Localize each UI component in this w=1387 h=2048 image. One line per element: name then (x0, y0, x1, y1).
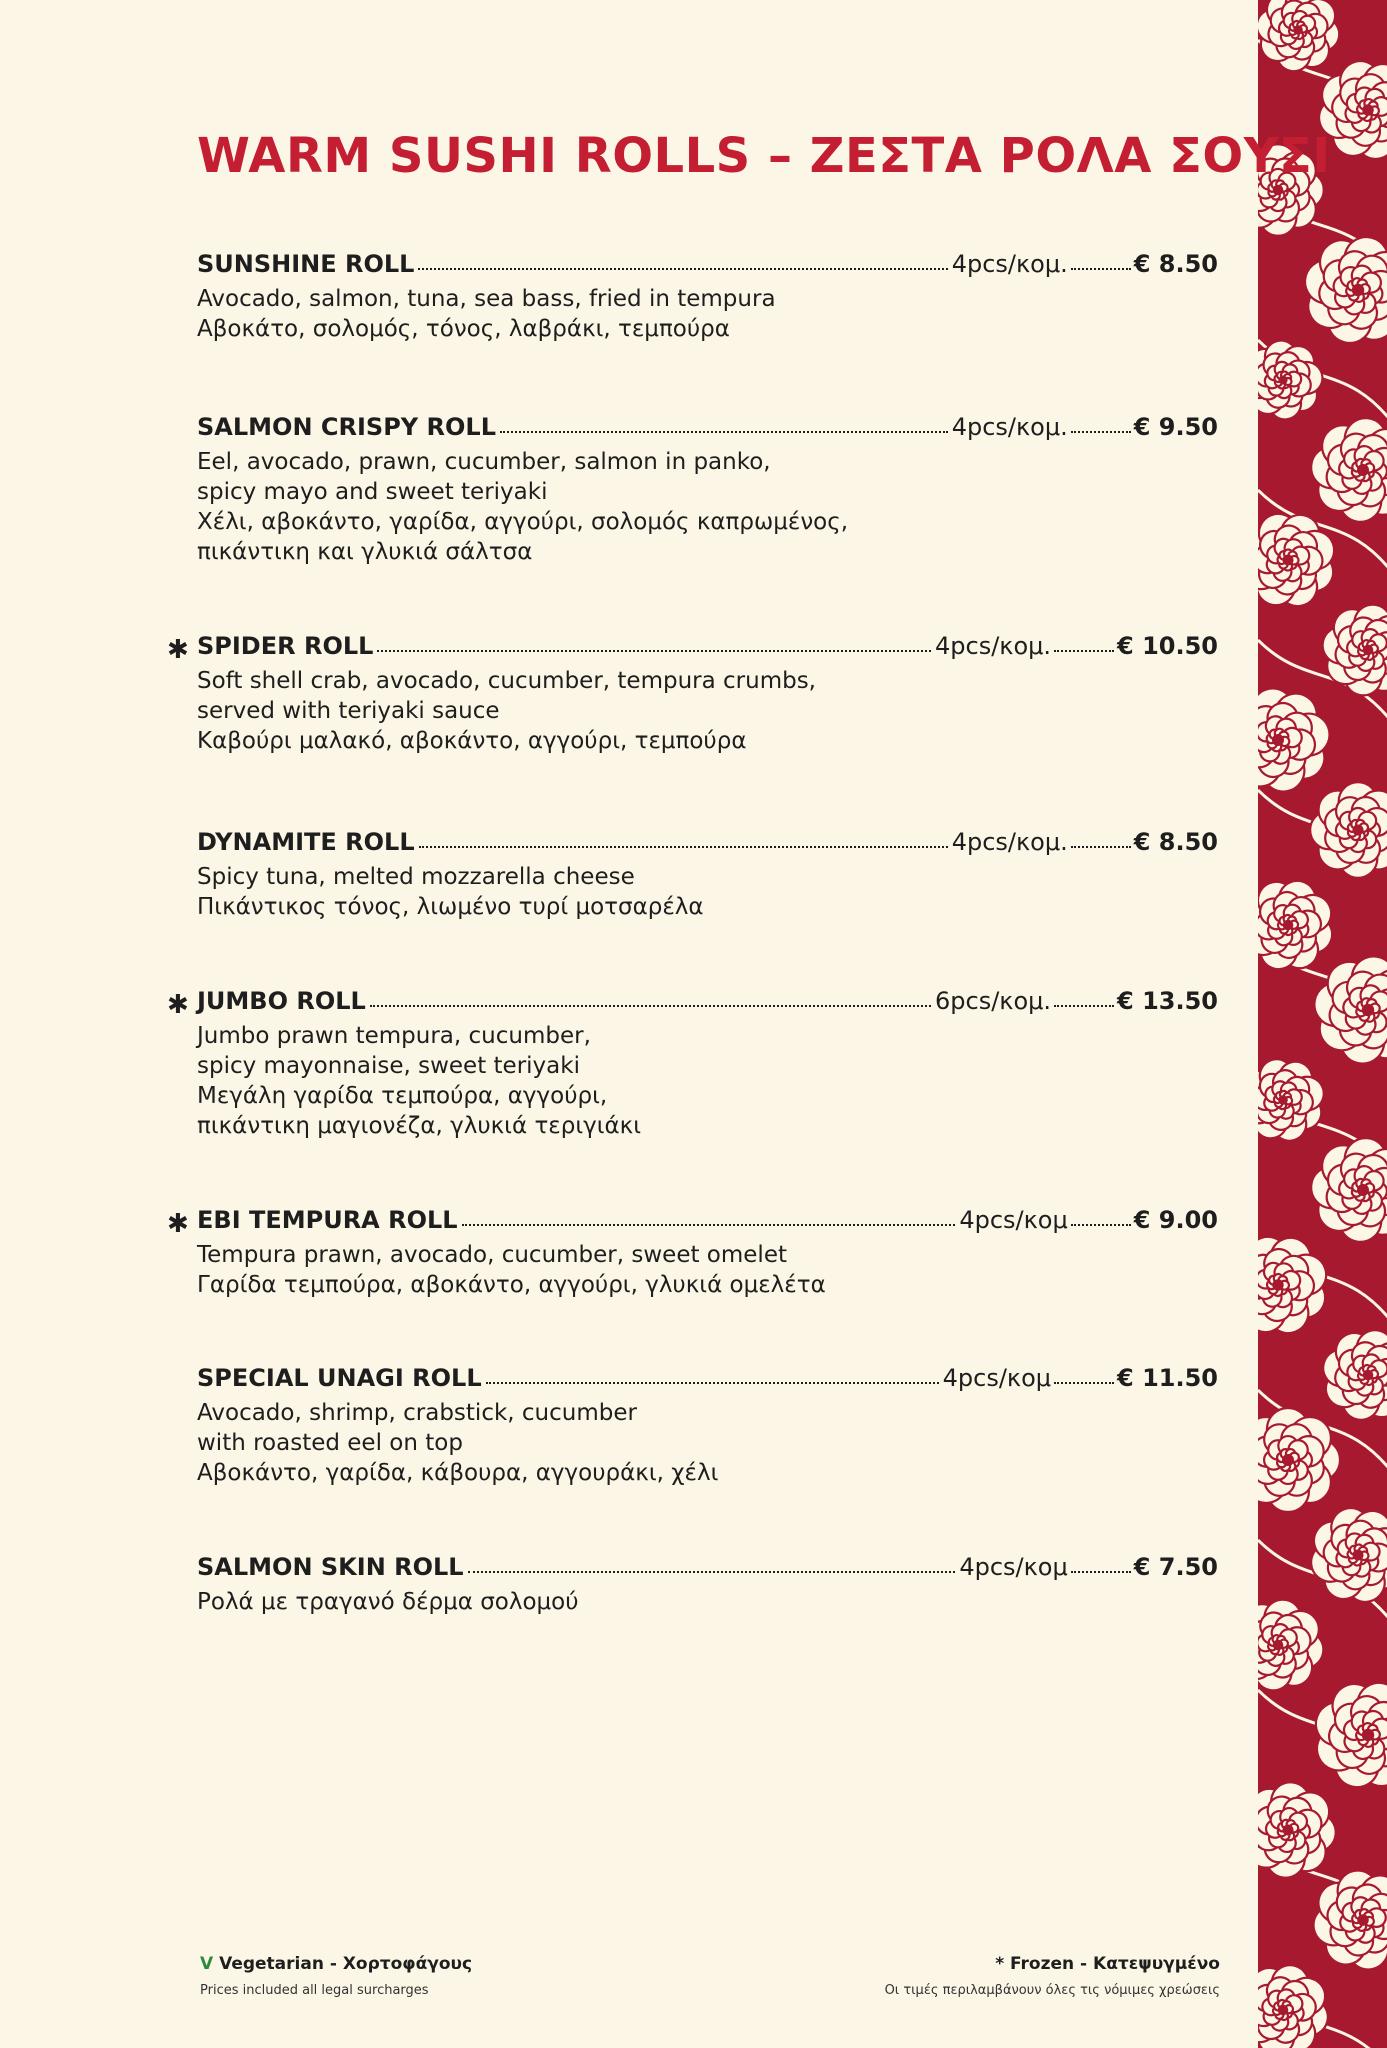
flower-motif (1299, 1666, 1387, 1805)
dot-leader (377, 650, 931, 652)
menu-item-description: Μεγάλη γαρίδα τεμπούρα, αγγούρι, (197, 1083, 608, 1109)
frozen-mark: ✱ (167, 1209, 189, 1239)
flower-motif (1258, 1219, 1344, 1352)
menu-item-description: Spicy tuna, melted mozzarella cheese (197, 864, 635, 890)
menu-item-name: EBI TEMPURA ROLL (197, 1206, 458, 1234)
footer-left (200, 1953, 472, 2001)
menu-item-description: πικάντικη και γλυκιά σάλτσα (197, 539, 533, 565)
flower-motif (1307, 1134, 1387, 1247)
menu-item-description: πικάντικη μαγιονέζα, γλυκιά τεριγιάκι (197, 1113, 641, 1139)
menu-item-header (197, 632, 1218, 666)
menu-item-quantity: 4pcs/κομ (959, 1553, 1068, 1581)
menu-item-price: € 10.50 (1117, 632, 1218, 660)
flower-motif (1258, 0, 1346, 78)
menu-item-header (197, 1364, 1218, 1398)
menu-item-price: € 9.50 (1133, 413, 1218, 441)
menu-item-header (197, 1553, 1218, 1587)
menu-item-name: SUNSHINE ROLL (197, 250, 415, 278)
flower-motif (1258, 496, 1352, 623)
menu-item-description: Avocado, shrimp, crabstick, cucumber (197, 1400, 637, 1426)
menu-item-description: Tempura prawn, avocado, cucumber, sweet omelet (197, 1242, 787, 1268)
flower-motif (1310, 782, 1387, 878)
menu-item-quantity: 4pcs/κομ. (951, 828, 1068, 856)
menu-item-price: € 9.00 (1133, 1206, 1218, 1234)
flower-motif (1312, 1319, 1387, 1431)
menu-item-name: JUMBO ROLL (197, 987, 366, 1015)
menu-item (167, 632, 1218, 756)
menu-item-header (197, 413, 1218, 447)
vegetarian-label: Vegetarian - Χορτοφάγους (219, 1954, 473, 1974)
dot-leader (500, 431, 948, 433)
footer-right (885, 1953, 1220, 2001)
dot-leader (1071, 846, 1131, 848)
dot-leader (462, 1224, 956, 1226)
flower-motif (1258, 1408, 1340, 1512)
menu-item-description: with roasted eel on top (197, 1430, 463, 1456)
dot-leader (370, 1005, 931, 1007)
vegetarian-mark: V (200, 1954, 214, 1974)
flower-motif (1305, 947, 1387, 1072)
dot-leader (1054, 1382, 1114, 1384)
menu-item-description: Καβούρι μαλακό, αβοκάντο, αγγούρι, τεμπούρα (197, 728, 747, 754)
menu-item-name: SALMON CRISPY ROLL (197, 413, 496, 441)
menu-item (197, 1553, 1218, 1617)
menu-item-name: SPECIAL UNAGI ROLL (197, 1364, 482, 1392)
menu-item-description: spicy mayo and sweet teriyaki (197, 479, 548, 505)
menu-item-description: Ρολά με τραγανό δέρμα σολομού (197, 1589, 579, 1615)
frozen-mark: ✱ (167, 990, 189, 1020)
dot-leader (1071, 1224, 1131, 1226)
flower-motif (1315, 597, 1387, 703)
page-title: WARM SUSHI ROLLS – ΖΕΣΤΑ ΡΟΛΑ ΣΟΥΣΙ (197, 128, 1331, 184)
prices-note-gr: Οι τιμές περιλαμβάνουν όλες τις νόμιμες χρεώσεις (884, 1983, 1220, 1998)
menu-item (197, 250, 1218, 344)
flower-motif (1293, 1490, 1387, 1621)
menu-item-description: Αβοκάτο, σολομός, τόνος, λαβράκι, τεμπούρα (197, 316, 730, 342)
menu-item-description: Αβοκάντο, γαρίδα, κάβουρα, αγγουράκι, χέλι (197, 1460, 719, 1486)
menu-item-name: SPIDER ROLL (197, 632, 374, 660)
menu-item-price: € 8.50 (1133, 828, 1218, 856)
menu-item-description: Jumbo prawn tempura, cucumber, (197, 1023, 591, 1049)
frozen-mark: ✱ (167, 635, 189, 665)
vegetarian-legend (200, 1953, 472, 1975)
dot-leader (419, 846, 948, 848)
menu-item-quantity: 4pcs/κομ. (935, 632, 1052, 660)
menu-item-quantity: 4pcs/κομ (959, 1206, 1068, 1234)
menu-item-header (197, 250, 1218, 284)
menu-item-description: Soft shell crab, avocado, cucumber, tempura crumbs, (197, 668, 816, 694)
menu-item-description: Avocado, salmon, tuna, sea bass, fried in tempura (197, 286, 776, 312)
menu-item-price: € 13.50 (1117, 987, 1218, 1015)
menu-item-price: € 7.50 (1133, 1553, 1218, 1581)
flower-motif (1258, 866, 1347, 983)
menu-item-price: € 8.50 (1133, 250, 1218, 278)
menu-item (197, 1364, 1218, 1488)
menu-item-quantity: 4pcs/κομ. (951, 413, 1068, 441)
dot-leader (1071, 268, 1131, 270)
dot-leader (1054, 650, 1114, 652)
flower-motif (1258, 1778, 1340, 1882)
menu-item-description: Γαρίδα τεμπούρα, αβοκάντο, αγγούρι, γλυκιά ομελέτα (197, 1272, 826, 1298)
menu-item-description: Χέλι, αβοκάντο, γαρίδα, αγγούρι, σολομός καπρωμένος, (197, 509, 849, 535)
dot-leader (1071, 431, 1131, 433)
dot-leader (468, 1571, 956, 1573)
dot-leader (1071, 1571, 1131, 1573)
menu-item-description: Eel, avocado, prawn, cucumber, salmon in panko, (197, 449, 771, 475)
menu-item-header (197, 987, 1218, 1021)
menu-item-description: spicy mayonnaise, sweet teriyaki (197, 1053, 580, 1079)
menu-item-quantity: 4pcs/κομ. (951, 250, 1068, 278)
menu-item (167, 1206, 1218, 1300)
dot-leader (1054, 1005, 1114, 1007)
menu-item-name: DYNAMITE ROLL (197, 828, 415, 856)
menu-item-description: served with teriyaki sauce (197, 698, 500, 724)
menu-item-quantity: 4pcs/κομ (942, 1364, 1052, 1392)
flower-motif (1258, 1954, 1339, 2048)
menu-item-header (197, 828, 1218, 862)
flower-motif (1307, 414, 1387, 527)
menu-item-price: € 11.50 (1117, 1364, 1218, 1392)
dot-leader (418, 268, 947, 270)
menu-item-name: SALMON SKIN ROLL (197, 1553, 464, 1581)
prices-note-en: Prices included all legal surcharges (200, 1983, 429, 1998)
flower-motif (1258, 1043, 1340, 1157)
flower-motif (1258, 324, 1339, 435)
menu-item (167, 987, 1218, 1141)
menu-item (197, 828, 1218, 922)
flower-motif (1292, 224, 1387, 356)
floral-pattern-border (1258, 0, 1387, 2048)
menu-item-description: Πικάντικος τόνος, λιωμένο τυρί μοτσαρέλα (197, 894, 704, 920)
menu-item (197, 413, 1218, 567)
flower-motif (1258, 1592, 1331, 1698)
dot-leader (486, 1382, 939, 1384)
menu-item-header (197, 1206, 1218, 1240)
frozen-legend: * Frozen - Κατεψυγμένο (995, 1954, 1220, 1974)
menu-item-quantity: 6pcs/κομ. (935, 987, 1052, 1015)
